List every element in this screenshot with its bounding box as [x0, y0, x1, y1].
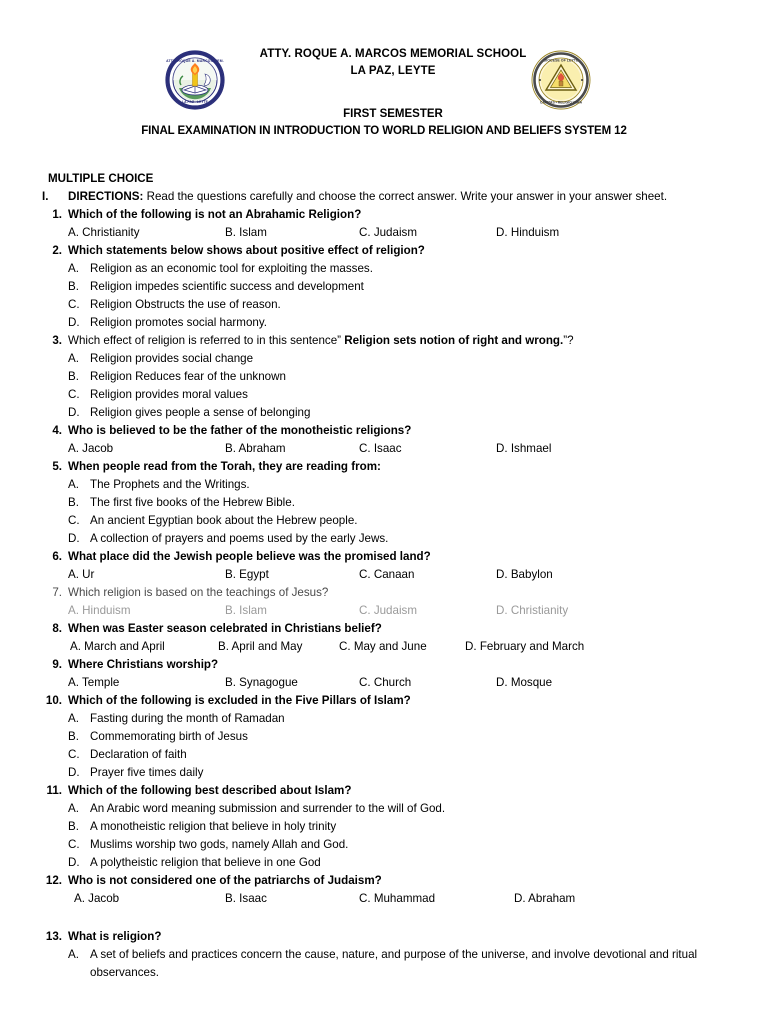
option-text: A polytheistic religion that believe in one God — [90, 856, 321, 869]
question-number: 5. — [52, 460, 62, 473]
questions-list — [42, 206, 738, 982]
option-stack — [68, 946, 738, 982]
part-numeral: I. — [42, 190, 49, 203]
option-letter: A. — [68, 262, 79, 275]
question-text: What is religion? — [68, 930, 162, 943]
option-row[interactable] — [68, 368, 738, 386]
option-row[interactable] — [68, 530, 738, 548]
option-letter: A. — [68, 478, 79, 491]
exam-title: FINAL EXAMINATION IN INTRODUCTION TO WORLD RELIGION AND BELIEFS SYSTEM 12 — [141, 125, 627, 137]
svg-text:ATTY. ROQUE A. MARCOS MEM.: ATTY. ROQUE A. MARCOS MEM. — [166, 59, 224, 63]
option-letter: B. — [68, 280, 79, 293]
option-letter: B. — [68, 820, 79, 833]
option-row[interactable] — [68, 476, 738, 494]
option-inline[interactable]: B. Isaac — [225, 892, 267, 905]
option-row[interactable] — [68, 314, 738, 332]
question-text: Who is believed to be the father of the monotheistic religions? — [68, 424, 412, 437]
question-number: 7. — [52, 586, 62, 599]
question-block — [42, 656, 738, 692]
option-inline[interactable]: D. Babylon — [496, 568, 553, 581]
option-row[interactable] — [68, 818, 738, 836]
question-text: Which statements below shows about positive effect of religion? — [68, 244, 425, 257]
question-row — [42, 692, 738, 710]
directions-body — [68, 188, 708, 206]
option-row[interactable] — [68, 728, 738, 746]
option-inline[interactable]: A. Jacob — [74, 892, 120, 905]
question-number: 1. — [52, 208, 62, 221]
question-row — [42, 458, 738, 476]
option-row[interactable] — [68, 278, 738, 296]
question-number: 4. — [52, 424, 62, 437]
question-text-lead: Which effect of religion is referred to in this sentence” — [68, 334, 345, 347]
option-inline[interactable]: B. Abraham — [225, 442, 286, 455]
option-stack — [68, 800, 738, 872]
question-row — [42, 656, 738, 674]
option-letter: A. — [68, 352, 79, 365]
option-inline[interactable]: D. Hinduism — [496, 226, 560, 239]
option-row[interactable] — [68, 350, 738, 368]
option-text: A monotheistic religion that believe in holy trinity — [90, 820, 337, 833]
option-letter: C. — [68, 298, 80, 311]
option-inline[interactable]: A. Ur — [68, 568, 95, 581]
option-inline[interactable]: C. Isaac — [359, 442, 402, 455]
option-letter: B. — [68, 496, 79, 509]
question-number: 9. — [52, 658, 62, 671]
question-block — [42, 782, 738, 872]
option-inline[interactable]: C. Muhammad — [359, 892, 436, 905]
question-number: 10. — [45, 694, 62, 707]
option-letter: D. — [68, 316, 80, 329]
question-number: 6. — [52, 550, 62, 563]
question-block — [42, 584, 738, 620]
option-letter: D. — [68, 856, 80, 869]
question-text: Which of the following is not an Abrahamic Religion? — [68, 208, 362, 221]
question-number: 8. — [52, 622, 62, 635]
question-row — [42, 548, 738, 566]
option-stack — [68, 260, 738, 332]
option-inline[interactable]: A. Temple — [68, 676, 120, 689]
option-stack — [68, 710, 738, 782]
option-inline[interactable]: C. Judaism — [359, 226, 417, 239]
question-text: When people read from the Torah, they are reading from: — [68, 460, 381, 473]
question-row — [42, 242, 738, 260]
option-inline[interactable]: A. March and April — [70, 640, 165, 653]
question-number: 2. — [52, 244, 62, 257]
option-text: Religion impedes scientific success and development — [90, 280, 364, 293]
option-row[interactable] — [68, 386, 738, 404]
question-block — [42, 620, 738, 656]
question-text: Which of the following best described about Islam? — [68, 784, 352, 797]
svg-text:DIOCESE OF LEYTE: DIOCESE OF LEYTE — [543, 58, 579, 63]
question-row — [42, 332, 738, 350]
option-text: Religion provides social change — [90, 352, 254, 365]
option-text: A set of beliefs and practices concern the cause, nature, and purpose of the universe, and involve devotional and ritual observances. — [90, 948, 698, 979]
option-inline[interactable]: D. Mosque — [496, 676, 553, 689]
question-block — [42, 422, 738, 458]
option-text: Religion promotes social harmony. — [90, 316, 267, 329]
option-inline-row — [68, 638, 738, 656]
school-name: ATTY. ROQUE A. MARCOS MEMORIAL SCHOOL — [259, 48, 527, 60]
svg-text:CARITAS • RELIGIO VERA: CARITAS • RELIGIO VERA — [539, 100, 583, 105]
option-inline-row — [68, 566, 738, 584]
option-text: Religion Obstructs the use of reason. — [90, 298, 281, 311]
question-block — [42, 332, 738, 422]
directions-label: DIRECTIONS: — [68, 190, 144, 203]
option-inline-row — [68, 674, 738, 692]
option-text: Fasting during the month of Ramadan — [90, 712, 285, 725]
option-stack — [68, 476, 738, 548]
option-letter: C. — [68, 838, 80, 851]
option-text: An Arabic word meaning submission and surrender to the will of God. — [90, 802, 446, 815]
question-number: 13. — [45, 930, 62, 943]
option-row[interactable] — [68, 854, 738, 872]
directions-block — [42, 188, 738, 206]
option-text: Declaration of faith — [90, 748, 187, 761]
option-inline-row — [68, 224, 738, 242]
svg-text:LA PAZ • LEYTE: LA PAZ • LEYTE — [182, 100, 208, 104]
school-location: LA PAZ, LEYTE — [350, 65, 436, 77]
option-inline[interactable]: B. Synagogue — [225, 676, 298, 689]
question-text: Which religion is based on the teachings of Jesus? — [68, 586, 329, 599]
option-text: Muslims worship two gods, namely Allah and God. — [90, 838, 349, 851]
option-text: Religion provides moral values — [90, 388, 248, 401]
question-text: Where Christians worship? — [68, 658, 219, 671]
option-text: Prayer five times daily — [90, 766, 204, 779]
header-title-block — [0, 46, 768, 80]
question-text: When was Easter season celebrated in Christians belief? — [68, 622, 382, 635]
option-row[interactable] — [68, 764, 738, 782]
question-row — [42, 928, 738, 946]
option-row[interactable] — [68, 836, 738, 854]
question-text-emphasis: Religion sets notion of right and wrong. — [344, 334, 564, 347]
option-inline[interactable]: A. Jacob — [68, 442, 114, 455]
option-text: An ancient Egyptian book about the Hebrew people. — [90, 514, 358, 527]
question-block — [42, 692, 738, 782]
option-text: Commemorating birth of Jesus — [90, 730, 248, 743]
option-letter: B. — [68, 370, 79, 383]
option-letter: C. — [68, 748, 80, 761]
option-letter: A. — [68, 802, 79, 815]
option-inline[interactable]: B. Islam — [225, 226, 267, 239]
diocese-seal-right-icon — [531, 50, 591, 110]
multiple-choice-heading: MULTIPLE CHOICE — [48, 172, 154, 185]
option-row[interactable] — [68, 746, 738, 764]
option-row[interactable] — [68, 946, 738, 982]
option-inline[interactable]: C. May and June — [339, 640, 427, 653]
option-inline[interactable]: A. Christianity — [68, 226, 140, 239]
option-stack — [68, 350, 738, 422]
question-row — [42, 872, 738, 890]
option-letter: B. — [68, 730, 79, 743]
question-row — [42, 206, 738, 224]
option-letter: A. — [68, 712, 79, 725]
question-row — [42, 620, 738, 638]
option-text: The first five books of the Hebrew Bible. — [90, 496, 295, 509]
option-row[interactable] — [68, 404, 738, 422]
option-letter: C. — [68, 514, 80, 527]
option-inline[interactable]: B. Islam — [225, 604, 267, 617]
option-letter: D. — [68, 406, 80, 419]
option-text: Religion Reduces fear of the unknown — [90, 370, 286, 383]
option-row[interactable] — [68, 260, 738, 278]
question-block — [42, 458, 738, 548]
document-header — [0, 0, 768, 105]
exam-content — [0, 170, 768, 982]
question-block — [42, 242, 738, 332]
option-inline[interactable]: D. Ishmael — [496, 442, 552, 455]
option-inline[interactable]: B. Egypt — [225, 568, 269, 581]
question-text: What place did the Jewish people believe was the promised land? — [68, 550, 431, 563]
option-letter: D. — [68, 532, 80, 545]
option-inline[interactable]: D. Christianity — [496, 604, 569, 617]
question-row — [42, 584, 738, 602]
option-inline[interactable]: B. April and May — [218, 640, 303, 653]
directions-text: Read the questions carefully and choose the correct answer. Write your answer in your answer sheet. — [143, 190, 668, 203]
option-inline[interactable]: D. Abraham — [514, 892, 576, 905]
option-inline[interactable]: C. Canaan — [359, 568, 415, 581]
question-number: 3. — [52, 334, 62, 347]
option-inline[interactable]: A. Hinduism — [68, 604, 131, 617]
question-text-tail: ”? — [563, 334, 574, 347]
question-number: 11. — [46, 784, 62, 797]
question-block — [42, 872, 738, 908]
option-inline-row — [68, 890, 738, 908]
option-text: A collection of prayers and poems used by the early Jews. — [90, 532, 389, 545]
question-block — [42, 206, 738, 242]
option-row[interactable] — [68, 296, 738, 314]
question-row — [42, 422, 738, 440]
option-row[interactable] — [68, 494, 738, 512]
question-text: Which of the following is excluded in the Five Pillars of Islam? — [68, 694, 411, 707]
question-row — [42, 782, 738, 800]
option-letter: C. — [68, 388, 80, 401]
option-inline[interactable]: C. Judaism — [359, 604, 417, 617]
option-text: Religion gives people a sense of belonging — [90, 406, 311, 419]
question-text: Who is not considered one of the patriarchs of Judaism? — [68, 874, 382, 887]
question-block — [42, 548, 738, 584]
option-inline-row — [68, 602, 738, 620]
option-text: The Prophets and the Writings. — [90, 478, 250, 491]
option-inline[interactable]: D. February and March — [465, 640, 585, 653]
option-inline[interactable]: C. Church — [359, 676, 412, 689]
option-text: Religion as an economic tool for exploiting the masses. — [90, 262, 373, 275]
semester-label: FIRST SEMESTER — [343, 108, 443, 120]
option-letter: A. — [68, 948, 79, 961]
option-row[interactable] — [68, 512, 738, 530]
option-row[interactable] — [68, 800, 738, 818]
option-row[interactable] — [68, 710, 738, 728]
question-block — [42, 928, 738, 982]
option-letter: D. — [68, 766, 80, 779]
question-text — [68, 332, 738, 350]
question-number: 12. — [45, 874, 62, 887]
option-inline-row — [68, 440, 738, 458]
school-seal-left-icon — [165, 50, 225, 110]
